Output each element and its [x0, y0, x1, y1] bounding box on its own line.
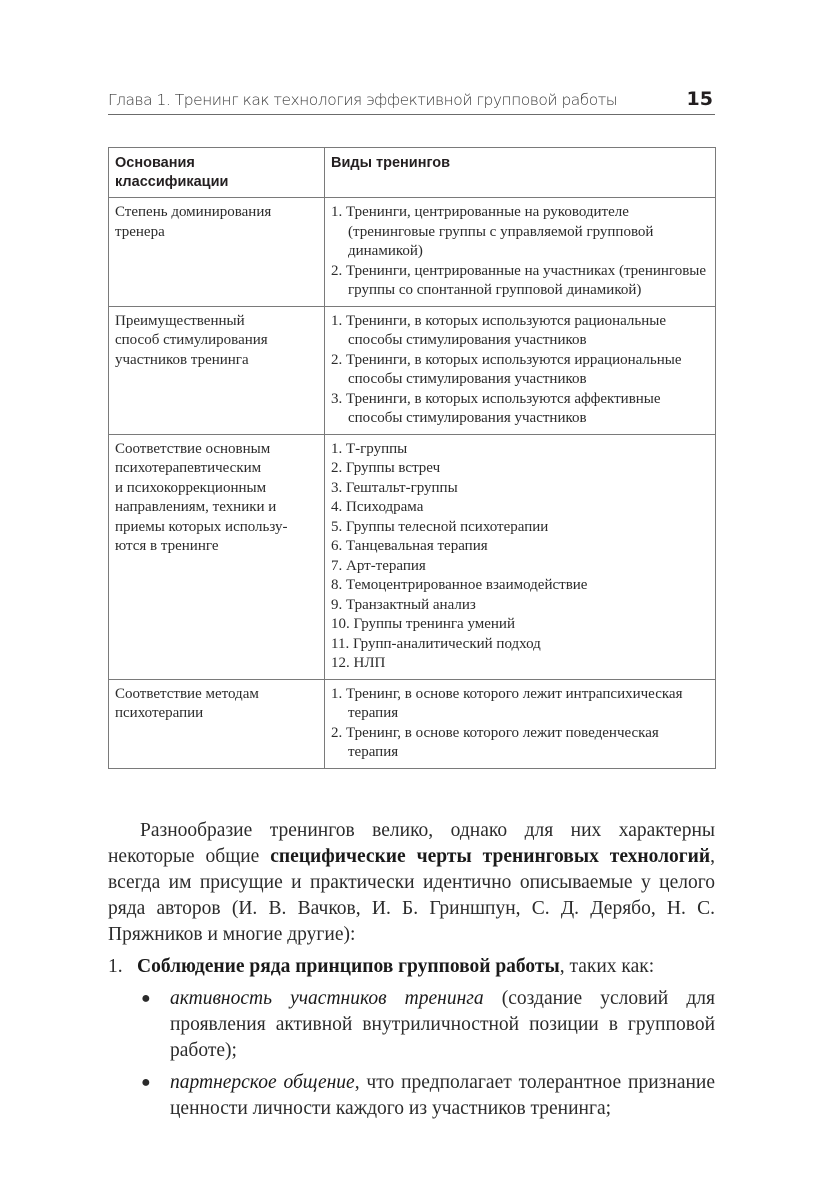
- classification-basis-line: Соответствие основным: [115, 440, 271, 457]
- intro-text-tail: , всегда им присущие и практически идентично описываемые у целого ряда авторов (И. В. Вачков, И. Б. Гриншпун, С. Д. Дерябо, Н. С. Пряжников и многие другие):: [108, 846, 715, 945]
- list-item-text: , что предполагает толерантное признание ценности личности каждого из участников тренинга;: [170, 1072, 715, 1119]
- classification-basis-line: тренера: [115, 223, 165, 240]
- training-type-item: [331, 654, 709, 674]
- intro-text: Разнообразие тренингов велико, однако для них характерны некоторые общие: [108, 820, 715, 867]
- item-text: Тренинги, центрированные на участниках (тренинговые группы со спонтанной групповой динамикой): [346, 262, 707, 298]
- classification-basis-cell: [109, 306, 325, 434]
- item-number: 7.: [331, 557, 343, 574]
- training-types-list: [331, 203, 709, 301]
- training-type-item: [331, 518, 709, 538]
- classification-basis-line: Преимущественный: [115, 312, 245, 329]
- training-types-cell: [325, 434, 716, 679]
- item-number: 3.: [331, 479, 343, 496]
- header-basis-line: Основания: [115, 155, 195, 171]
- classification-basis-line: направлениям, техники и: [115, 499, 277, 515]
- item-number: 2.: [331, 351, 343, 368]
- item-number: 4.: [331, 499, 343, 515]
- item-number: 2.: [331, 262, 343, 279]
- training-type-item: [331, 498, 709, 518]
- intro-bold-term: специфические черты тренинговых технологий: [270, 846, 711, 867]
- item-number: 12.: [331, 655, 350, 671]
- item-number: 5.: [331, 518, 343, 535]
- item-number: 2.: [331, 460, 343, 476]
- item-text: Тренинги, центрированные на руководителе (тренинговые группы с управляемой групповой динамикой): [346, 204, 654, 259]
- numbered-item-1: [108, 954, 715, 980]
- classification-basis-line: участников тренинга: [115, 351, 249, 368]
- table-header-row: [109, 148, 716, 198]
- item-text: Танцевальная терапия: [346, 538, 488, 554]
- item-text: Т-группы: [346, 440, 408, 457]
- principles-list: [108, 986, 715, 1122]
- training-types-cell: [325, 198, 716, 307]
- item-text: Психодрама: [346, 499, 424, 515]
- training-types-list: [331, 685, 709, 763]
- list-item-text: (создание условий для проявления активной внутриличностной позиции в групповой работе);: [170, 988, 715, 1061]
- header-basis-line: классификации: [115, 174, 229, 190]
- training-type-item: [331, 557, 709, 577]
- item-text: Гештальт-группы: [346, 479, 458, 496]
- item-text: Транзактный анализ: [346, 596, 476, 613]
- body-text: [108, 818, 715, 1128]
- classification-basis-line: способ стимулирования: [115, 332, 268, 348]
- training-types-cell: [325, 306, 716, 434]
- item-text: Арт-терапия: [346, 557, 426, 574]
- classification-table: [108, 147, 716, 769]
- classification-basis-line: Соответствие методам: [115, 685, 259, 702]
- item-number: 1.: [331, 685, 343, 702]
- item-text: НЛП: [353, 655, 386, 671]
- training-type-item: [331, 459, 709, 479]
- classification-basis-line: и психокоррекционным: [115, 479, 267, 496]
- item-number: 6.: [331, 538, 343, 554]
- table-body: [109, 198, 716, 769]
- classification-basis-cell: [109, 679, 325, 768]
- table-row: [109, 306, 716, 434]
- training-type-item: [331, 685, 709, 724]
- table-row: [109, 198, 716, 307]
- training-type-item: [331, 596, 709, 616]
- classification-basis-line: психотерапии: [115, 705, 204, 721]
- training-type-item: [331, 479, 709, 499]
- item-text: Тренинги, в которых используются аффективные способы стимулирования участников: [346, 390, 661, 426]
- training-type-item: [331, 615, 709, 635]
- item-text: Тренинги, в которых используются иррациональные способы стимулирования участников: [346, 351, 682, 387]
- training-type-item: [331, 635, 709, 655]
- item-number: 10.: [331, 616, 350, 632]
- training-type-item: [331, 724, 709, 763]
- item-text: Группы телесной психотерапии: [346, 518, 549, 535]
- training-type-item: [331, 576, 709, 596]
- header-basis: [109, 148, 325, 198]
- item-text: Группы встреч: [346, 460, 441, 476]
- numbered-item-tail: , таких как:: [559, 956, 655, 977]
- numbered-item-marker: 1.: [108, 956, 123, 977]
- training-type-item: [331, 351, 709, 390]
- item-text: Тренинги, в которых используются рациональные способы стимулирования участников: [346, 312, 666, 348]
- list-item: [141, 1070, 715, 1122]
- training-types-list: [331, 440, 709, 674]
- classification-basis-cell: [109, 434, 325, 679]
- classification-basis-cell: [109, 198, 325, 307]
- item-number: 1.: [331, 440, 343, 457]
- paragraph-intro: [108, 818, 715, 948]
- training-type-item: [331, 203, 709, 262]
- classification-basis-line: приемы которых использу-: [115, 518, 288, 535]
- item-number: 11.: [331, 635, 350, 652]
- running-title: Глава 1. Тренинг как технология эффективной групповой работы: [108, 91, 618, 109]
- numbered-item-title: Соблюдение ряда принципов групповой работы: [137, 956, 560, 977]
- bullet-icon: ●: [141, 1074, 151, 1091]
- training-type-item: [331, 262, 709, 301]
- list-item-term: активность участников тренинга: [170, 988, 484, 1009]
- training-type-item: [331, 440, 709, 460]
- classification-basis-line: ются в тренинге: [115, 538, 219, 554]
- list-item: [141, 986, 715, 1064]
- training-types-cell: [325, 679, 716, 768]
- header-types: Виды тренингов: [325, 148, 716, 198]
- page-number: 15: [686, 88, 713, 110]
- training-type-item: [331, 390, 709, 429]
- classification-basis-line: психотерапевтическим: [115, 460, 262, 476]
- item-text: Тренинг, в основе которого лежит поведенческая терапия: [346, 724, 659, 760]
- item-text: Тренинг, в основе которого лежит интрапсихическая терапия: [346, 685, 683, 721]
- item-text: Групп-аналитический подход: [352, 635, 541, 652]
- running-header: [108, 88, 715, 115]
- item-number: 2.: [331, 724, 343, 741]
- table-row: [109, 434, 716, 679]
- training-type-item: [331, 312, 709, 351]
- item-number: 1.: [331, 204, 343, 220]
- item-text: Группы тренинга умений: [353, 616, 515, 632]
- training-types-list: [331, 312, 709, 429]
- bullet-icon: ●: [141, 990, 151, 1007]
- item-number: 1.: [331, 312, 343, 329]
- item-number: 3.: [331, 390, 343, 407]
- item-number: 9.: [331, 596, 343, 613]
- classification-basis-line: Степень доминирования: [115, 204, 272, 220]
- table-row: [109, 679, 716, 768]
- list-item-term: партнерское общение: [170, 1072, 355, 1093]
- training-type-item: [331, 537, 709, 557]
- item-number: 8.: [331, 577, 343, 593]
- item-text: Темоцентрированное взаимодействие: [346, 577, 588, 593]
